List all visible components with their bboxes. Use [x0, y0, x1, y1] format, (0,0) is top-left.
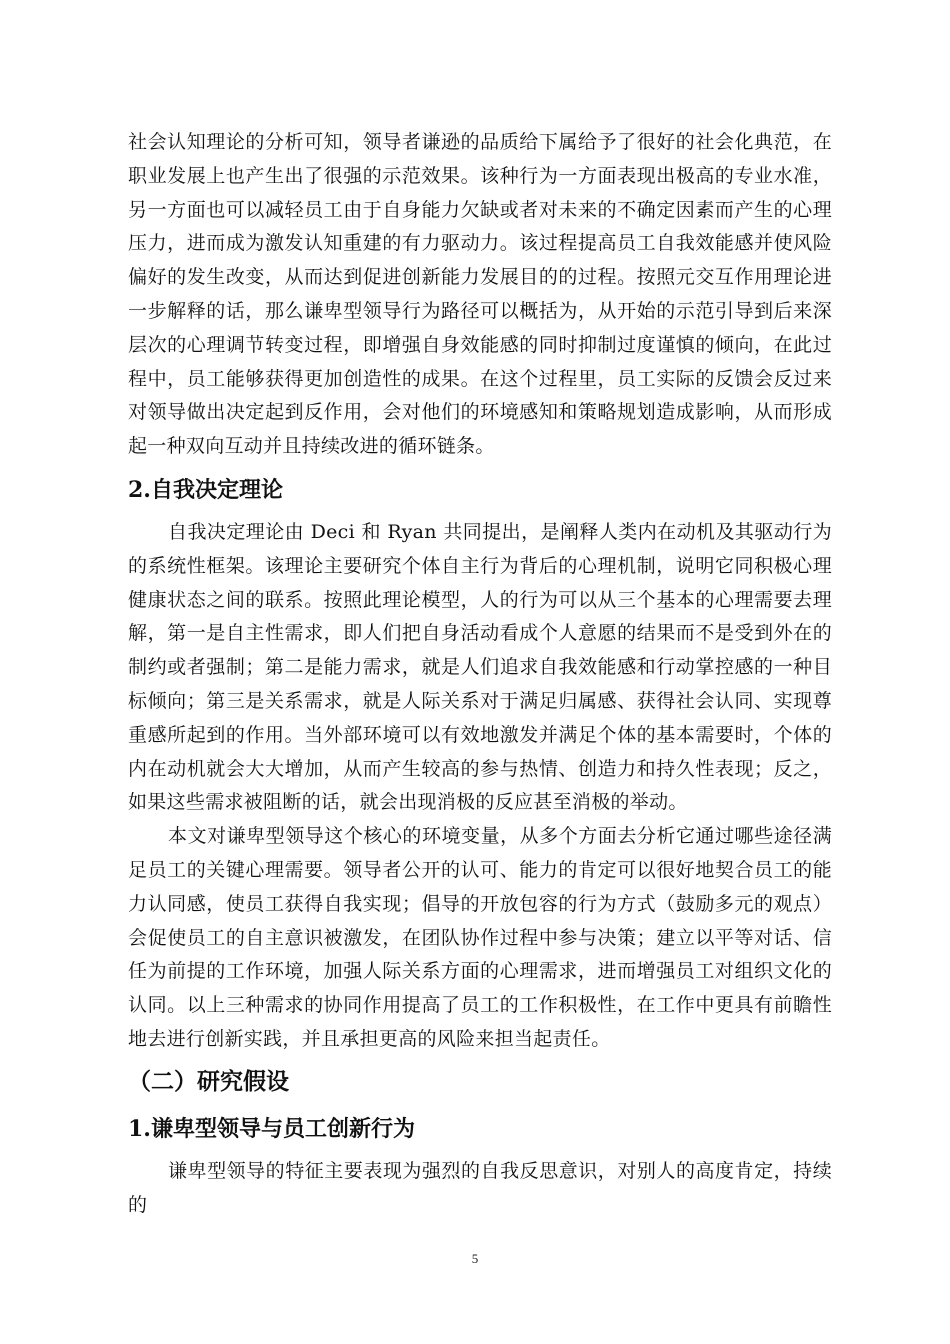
paragraph-humble-leadership: 谦卑型领导的特征主要表现为强烈的自我反思意识，对别人的高度肯定，持续的 [128, 1159, 832, 1216]
paragraph-self-determination-2: 本文对谦卑型领导这个核心的环境变量，从多个方面去分析它通过哪些途径满足员工的关键心理需要。领导者公开的认可、能力的肯定可以很好地契合员工的能力认同感，使员工获得自我实现；倡导的开放包容的行为方式（鼓励多元的观点）会促使员工的自主意识被激发，在团队协作过程中参与决策；建立以平等对话、信任为前提的工作环境，加强人际关系方面的心理需求，进而增强员工对组织文化的认同。以上三种需求的协同作用提高了员工的工作积极性，在工作中更具有前瞻性地去进行创新实践，并且承担更高的风险来担当起责任。 [128, 825, 832, 1050]
heading-research-hypotheses: （二）研究假设 [128, 1068, 289, 1095]
paragraph-self-determination-1: 自我决定理论由 Deci 和 Ryan 共同提出，是阐释人类内在动机及其驱动行为的系统性框架。该理论主要研究个体自主行为背后的心理机制，说明它同积极心理健康状态之间的联系。按照此理论模型，人的行为可以从三个基本的心理需要去理解，第一是自主性需求，即人们把自身活动看成个人意愿的结果而不是受到外在的制约或者强制；第二是能力需求，就是人们追求自我效能感和行动掌控感的一种目标倾向；第三是关系需求，就是人际关系对于满足归属感、获得社会认同、实现尊重感所起到的作用。当外部环境可以有效地激发并满足个体的基本需要时，个体的内在动机就会大大增加，从而产生较高的参与热情、创造力和持久性表现；反之，如果这些需求被阻断的话，就会出现消极的反应甚至消极的举动。 [128, 520, 832, 814]
document-body [128, 126, 832, 1222]
paragraph-social-cognitive-theory: 社会认知理论的分析可知，领导者谦逊的品质给下属给予了很好的社会化典范，在职业发展上也产生出了很强的示范效果。该种行为一方面表现出极高的专业水准，另一方面也可以减轻员工由于自身能力欠缺或者对未来的不确定因素而产生的心理压力，进而成为激发认知重建的有力驱动力。该过程提高员工自我效能感并使风险偏好的发生改变，从而达到促进创新能力发展目的的过程。按照元交互作用理论进一步解释的话，那么谦卑型领导行为路径可以概括为，从开始的示范引导到后来深层次的心理调节转变过程，即增强自身效能感的同时抑制过度谨慎的倾向，在此过程中，员工能够获得更加创造性的成果。在这个过程里，员工实际的反馈会反过来对领导做出决定起到反作用，会对他们的环境感知和策略规划造成影响，从而形成起一种双向互动并且持续改进的循环链条。 [128, 131, 832, 458]
heading-humble-leadership-innovation: 1.谦卑型领导与员工创新行为 [128, 1115, 415, 1142]
heading-self-determination-theory: 2.自我决定理论 [128, 476, 283, 503]
page-number: 5 [471, 1251, 479, 1266]
